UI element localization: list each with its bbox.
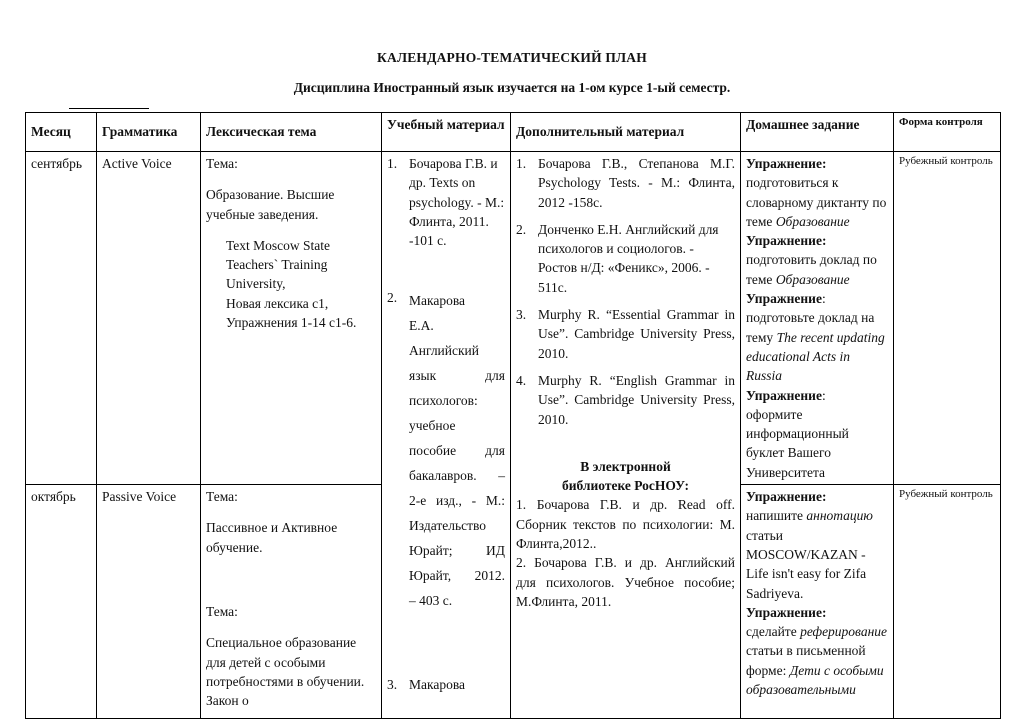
list-item: 1. Бочарова Г.В., Степанова М.Г. Psychology Tests. - М.: Флинта, 2012 -158с. xyxy=(516,156,735,210)
lexical-text: Text Moscow State Teachers` Training University, xyxy=(226,237,331,292)
library-item: 1. Бочарова Г.В. и др. Read off. Сборник текстов по психологии: М. Флинта,2012.. xyxy=(516,497,735,552)
table-header-row xyxy=(26,113,1001,152)
library-item: 2. Бочарова Г.В. и др. Английский для психологов. Учебное пособие; М.Флинта, 2011. xyxy=(516,555,735,609)
list-item: 3. Макарова xyxy=(387,677,466,693)
page-title: КАЛЕНДАРНО-ТЕМАТИЧЕСКИЙ ПЛАН xyxy=(377,50,647,65)
lexical-topic: Образование. Высшие учебные заведения. xyxy=(206,187,335,222)
header-textbook: Учебный материал xyxy=(382,113,511,152)
header-homework: Домашнее задание xyxy=(741,113,894,152)
row-grammar: Active Voice xyxy=(97,152,201,485)
page-subtitle: Дисциплина Иностранный язык изучается на 1-ом курсе 1-ый семестр. xyxy=(293,80,731,95)
header-month: Месяц xyxy=(26,113,97,152)
row-lexical xyxy=(201,152,382,485)
lexical-topic: Специальное образование для детей с особыми потребностями в обучении. Закон о xyxy=(206,635,365,709)
list-item: 2. Донченко Е.Н. Английский для психологов и социологов. - Ростов н/Д: «Феникс», 2006. - 511с. xyxy=(516,221,719,295)
lexical-label: Тема: xyxy=(206,489,238,505)
row-grammar: Passive Voice xyxy=(97,485,201,719)
table-row xyxy=(26,152,1001,485)
lexical-topic: Пассивное и Активное обучение. xyxy=(206,520,338,555)
header-control: Форма контроля xyxy=(894,113,1001,152)
row-month: октябрь xyxy=(26,485,97,719)
plan-table xyxy=(25,112,1001,719)
header-lexical: Лексическая тема xyxy=(201,113,382,152)
header-grammar: Грамматика xyxy=(97,113,201,152)
header-rule xyxy=(69,108,149,109)
list-item: 2. Макарова Е.А. Английский язык для психологов: учебное пособие для бакалавров. – 2-е изд., - М.: Издательство Юрайт; ИД Юрайт, 2012. – 403 с. xyxy=(387,290,505,609)
textbook-cell xyxy=(382,152,511,719)
lexical-exercises: Упражнения 1-14 с1-6. xyxy=(226,315,357,331)
list-item: 3. Murphy R. “Essential Grammar in Use”. Cambridge University Press, 2010. xyxy=(516,307,735,361)
row-lexical xyxy=(201,485,382,719)
control-cell: Рубежный контроль xyxy=(894,485,1001,719)
row-month: сентябрь xyxy=(26,152,97,485)
homework-cell: Упражнение: подготовиться к словарному диктанту по теме Образование Упражнение: подготовить доклад по теме Образование Упражнение: подготовьте доклад на тему The recent updating educational Acts in Russia Упражнение: оформите информационный буклет Вашего Университета xyxy=(741,152,894,485)
lexical-vocab: Новая лексика с1, xyxy=(226,295,329,311)
library-title: В электронной библиотеке РосНОУ: xyxy=(561,458,690,494)
header-additional: Дополнительный материал xyxy=(511,113,741,152)
control-cell: Рубежный контроль xyxy=(894,152,1001,485)
list-item: 1. Бочарова Г.В. и др. Texts on psychology. - М.: Флинта, 2011. -101 с. xyxy=(387,156,505,249)
lexical-label: Тема: xyxy=(206,156,238,171)
list-item: 4. Murphy R. “English Grammar in Use”. Cambridge University Press, 2010. xyxy=(516,372,735,427)
homework-cell: Упражнение: напишите аннотацию статьи MOSCOW/KAZAN - Life isn't easy for Zifa Sadriyeva. Упражнение: сделайте реферирование статьи в письменной форме: Дети с особыми образовательными xyxy=(741,485,894,719)
additional-cell xyxy=(511,152,741,719)
lexical-label: Тема: xyxy=(206,603,238,619)
